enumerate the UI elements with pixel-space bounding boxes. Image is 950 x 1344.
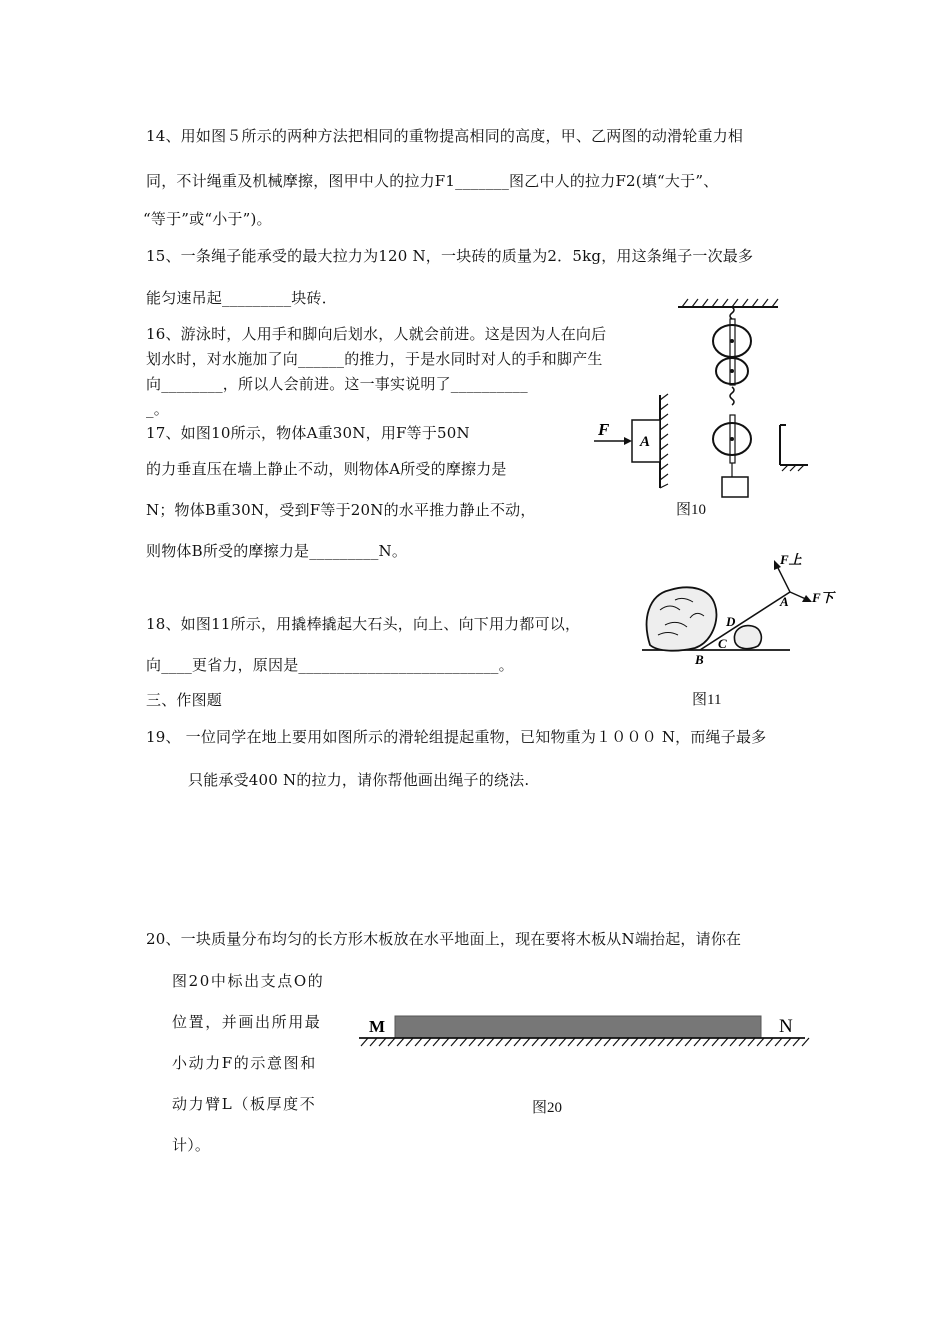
q17-line-3: N；物体B重30N，受到F等于20N的水平推力静止不动， [146, 501, 536, 519]
force-label-F: F [598, 420, 610, 439]
point-B-label: B [695, 652, 704, 667]
q19-line-2: 只能承受400 N的拉力，请你帮他画出绳子的绕法. [188, 771, 530, 789]
ground-hatch-line [703, 1038, 710, 1046]
ground-hatch-line [388, 1038, 395, 1046]
q14-line-1: 14、用如图５所示的两种方法把相同的重物提高相同的高度，甲、乙两图的动滑轮重力相 [146, 127, 744, 145]
q18-line-1: 18、如图11所示，用撬棒撬起大石头，向上、向下用力都可以， [146, 615, 581, 633]
section-heading: 三、作图题 [146, 691, 223, 709]
figure-20-diagram [355, 1000, 810, 1060]
ground-hatch-line [541, 1038, 548, 1046]
ground-hatch-line [694, 1038, 701, 1046]
q16-line-2: 划水时，对水施加了向______的推力，于是水同时对人的手和脚产生 [146, 350, 603, 368]
ground-hatch-line [802, 1038, 809, 1046]
ground-hatch-line [397, 1038, 404, 1046]
q16-line-4: _。 [146, 400, 169, 418]
q20-line-6: 计）。 [172, 1136, 211, 1154]
block-label-A: A [640, 434, 651, 450]
ground-hatch-line [775, 1038, 782, 1046]
force-down-label: F下 [812, 590, 834, 605]
point-D-label: D [726, 614, 736, 629]
q14-line-2: 同，不计绳重及机械摩擦，图甲中人的拉力F1_______图乙中人的拉力F2(填“大于”、 [146, 172, 719, 190]
q16-line-1: 16、游泳时，人用手和脚向后划水，人就会前进。这是因为人在向后 [146, 325, 607, 343]
ground-hatch-line [766, 1038, 773, 1046]
q20-line-4: 小动力F的示意图和 [172, 1054, 317, 1072]
ground-hatch-line [478, 1038, 485, 1046]
ground-hatch-line [784, 1038, 791, 1046]
ground-hatch-line [676, 1038, 683, 1046]
q14-line-3: “等于”或“小于”)。 [143, 210, 272, 228]
ground-hatch-line [460, 1038, 467, 1046]
ground-hatch-line [487, 1038, 494, 1046]
q15-line-2: 能匀速吊起_________块砖． [146, 289, 337, 307]
point-A-label: A [780, 594, 789, 609]
q15-line-1: 15、一条绳子能承受的最大拉力为120 N，一块砖的质量为2．5kg，用这条绳子一次最多 [146, 247, 754, 265]
ground-hatch-line [658, 1038, 665, 1046]
ground-hatch-line [550, 1038, 557, 1046]
ground-hatch-line [577, 1038, 584, 1046]
board-end-M-label: M [369, 1017, 386, 1036]
ground-hatch-line [406, 1038, 413, 1046]
q18-line-2: 向____更省力，原因是__________________________。 [146, 656, 514, 674]
pulley-system-figure [670, 295, 810, 505]
ground-hatch-line [712, 1038, 719, 1046]
ground-hatch-line [559, 1038, 566, 1046]
ground-hatch-line [442, 1038, 449, 1046]
ground-hatch-line [505, 1038, 512, 1046]
ground-hatch-line [424, 1038, 431, 1046]
ground-hatch-line [748, 1038, 755, 1046]
figure-20-caption: 图20 [532, 1100, 563, 1116]
ground-hatch-line [793, 1038, 800, 1046]
q20-line-3: 位置，并画出所用最 [172, 1013, 322, 1031]
q20-line-2: 图20中标出支点O的 [172, 972, 325, 990]
ground-hatch-line [757, 1038, 764, 1046]
ground-hatch-line [433, 1038, 440, 1046]
ground-hatch-line [613, 1038, 620, 1046]
ground-hatch-line [604, 1038, 611, 1046]
figure-11-caption: 图11 [692, 692, 722, 708]
ground-hatch-line [496, 1038, 503, 1046]
q20-line-1: 20、一块质量分布均匀的长方形木板放在水平地面上，现在要将木板从N端抬起，请你在 [146, 930, 742, 948]
figure-10-caption: 图10 [676, 502, 707, 518]
ground-hatch-line [532, 1038, 539, 1046]
force-up-label: F上 [780, 552, 802, 567]
ground-hatch-line [595, 1038, 602, 1046]
ground-hatch-line [730, 1038, 737, 1046]
q17-line-4: 则物体B所受的摩擦力是_________N。 [146, 542, 408, 560]
ground-hatch-line [469, 1038, 476, 1046]
ground-hatch-line [640, 1038, 647, 1046]
q20-line-5: 动力臂L（板厚度不 [172, 1095, 317, 1113]
ground-hatch-line [415, 1038, 422, 1046]
point-C-label: C [718, 636, 727, 651]
ground-hatch-line [721, 1038, 728, 1046]
ground-hatch-line [631, 1038, 638, 1046]
ground-hatch-line [685, 1038, 692, 1046]
ground-hatch-line [586, 1038, 593, 1046]
ground-hatch-line [361, 1038, 368, 1046]
figure-11-diagram [640, 550, 840, 670]
ground-hatch-line [568, 1038, 575, 1046]
ground-hatch-line [739, 1038, 746, 1046]
figure-10-diagram [590, 390, 685, 490]
ground-hatch-line [667, 1038, 674, 1046]
ground-hatch-line [622, 1038, 629, 1046]
ground-hatch-line [379, 1038, 386, 1046]
q17-line-1: 17、如图10所示，物体A重30N，用F等于50N [146, 424, 470, 442]
board-end-N-label: N [779, 1016, 793, 1037]
q16-line-3: 向________，所以人会前进。这一事实说明了__________ [146, 375, 528, 393]
ground-hatch-line [451, 1038, 458, 1046]
ground-hatch-line [514, 1038, 521, 1046]
ground-hatch-line [523, 1038, 530, 1046]
q17-line-2: 的力垂直压在墙上静止不动，则物体A所受的摩擦力是 [146, 460, 507, 478]
ground-hatch-line [370, 1038, 377, 1046]
q19-line-1: 19、 一位同学在地上要用如图所示的滑轮组提起重物，已知物重为１０００ N，而绳子最多 [146, 728, 767, 746]
ground-hatch-line [649, 1038, 656, 1046]
